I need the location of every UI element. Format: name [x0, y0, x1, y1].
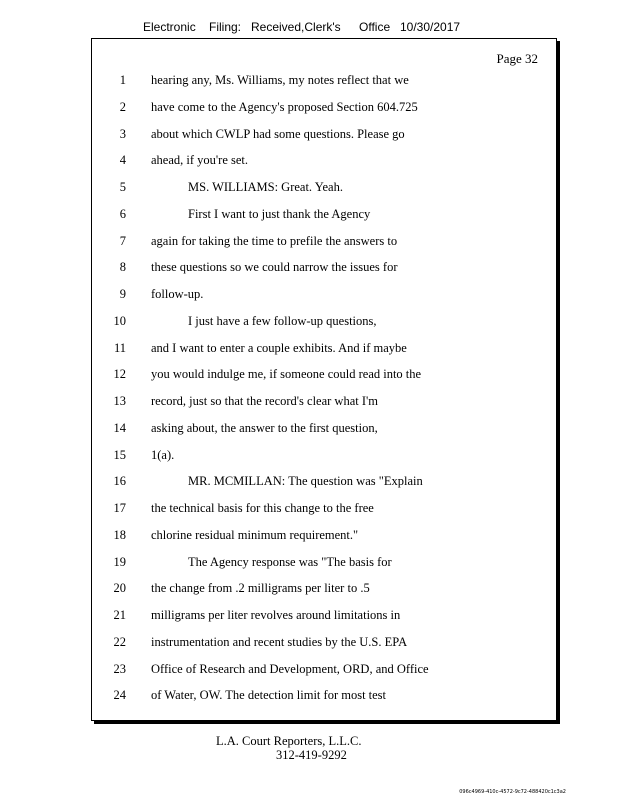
line-number: 7	[119, 233, 126, 248]
line-number: 23	[113, 661, 126, 676]
line-text: I just have a few follow-up questions,	[188, 313, 377, 328]
line-text: have come to the Agency's proposed Section 604.725	[151, 99, 418, 114]
line-number: 14	[113, 420, 126, 435]
transcript-line	[104, 421, 544, 441]
line-text: you would indulge me, if someone could read into the	[151, 367, 422, 382]
line-number: 9	[119, 287, 126, 301]
transcript-line	[104, 635, 544, 655]
line-number: 4	[119, 153, 126, 168]
transcript-line	[104, 581, 544, 601]
transcript-line	[104, 528, 544, 548]
line-text: First I want to just thank the Agency	[188, 206, 371, 221]
line-text: MS. WILLIAMS: Great. Yeah.	[188, 180, 343, 194]
transcript-line	[104, 341, 544, 361]
line-number: 12	[113, 367, 126, 382]
line-text: about which CWLP had some questions. Please go	[151, 126, 405, 141]
page-number: Page 32	[496, 51, 538, 66]
line-number: 3	[119, 126, 126, 141]
line-number: 1	[119, 73, 126, 87]
line-number: 8	[119, 260, 126, 275]
line-text: ahead, if you're set.	[151, 153, 249, 168]
transcript-line	[104, 314, 544, 334]
transcript-line	[104, 100, 544, 120]
line-text: follow-up.	[151, 287, 204, 301]
filing-date: 10/30/2017	[400, 20, 461, 34]
transcript-line	[104, 180, 544, 200]
line-text: again for taking the time to prefile the answers to	[151, 233, 398, 248]
filing-word-received: Received,Clerk's	[251, 20, 341, 34]
line-number: 2	[119, 99, 126, 114]
transcript-line	[104, 367, 544, 387]
transcript-line	[104, 394, 544, 414]
court-reporter-phone: 312-419-9292	[276, 748, 347, 762]
line-number: 21	[113, 608, 126, 622]
line-text: the technical basis for this change to the free	[151, 501, 374, 515]
line-text: chlorine residual minimum requirement."	[151, 527, 359, 542]
filing-word-filing: Filing:	[209, 20, 242, 34]
transcript-line	[104, 127, 544, 147]
line-number: 6	[119, 206, 126, 221]
line-text: these questions so we could narrow the issues for	[151, 260, 398, 275]
transcript-line	[104, 662, 544, 682]
transcript-line	[104, 234, 544, 254]
line-number: 16	[113, 474, 126, 489]
line-text: The Agency response was "The basis for	[188, 554, 392, 569]
line-text: Office of Research and Development, ORD, and Office	[151, 661, 429, 676]
line-text: asking about, the answer to the first question,	[151, 420, 378, 435]
transcript-line	[104, 474, 544, 494]
line-number: 22	[113, 634, 126, 649]
transcript-line	[104, 501, 544, 521]
line-number: 10	[113, 313, 126, 328]
line-text: the change from .2 milligrams per liter to .5	[151, 581, 370, 596]
line-text: of Water, OW. The detection limit for most test	[151, 688, 387, 703]
transcript-line	[104, 608, 544, 628]
transcript-page	[91, 38, 557, 721]
line-text: MR. MCMILLAN: The question was "Explain	[188, 474, 423, 489]
line-text: record, just so that the record's clear what I'm	[151, 394, 378, 408]
transcript-line	[104, 448, 544, 468]
filing-word-office: Office	[359, 20, 391, 34]
line-number: 19	[113, 554, 126, 569]
transcript-line	[104, 73, 544, 93]
line-text: hearing any, Ms. Williams, my notes reflect that we	[151, 73, 409, 87]
court-reporter-name: L.A. Court Reporters, L.L.C.	[216, 734, 362, 748]
filing-word-electronic: Electronic	[143, 20, 196, 34]
transcript-line	[104, 260, 544, 280]
line-text: and I want to enter a couple exhibits. And if maybe	[151, 340, 407, 355]
line-number: 17	[113, 501, 126, 515]
line-number: 20	[113, 581, 126, 596]
line-number: 11	[113, 340, 126, 355]
transcript-line	[104, 153, 544, 173]
line-number: 24	[113, 688, 126, 703]
line-text: 1(a).	[151, 447, 175, 462]
line-number: 5	[119, 180, 126, 194]
transcript-line	[104, 688, 544, 708]
filing-stamp	[143, 20, 460, 34]
document-id: 096c4969-410c-4572-9c72-488420c1c3a2	[459, 789, 566, 795]
line-text: instrumentation and recent studies by the U.S. EPA	[151, 634, 408, 649]
transcript-line	[104, 555, 544, 575]
line-number: 13	[113, 394, 126, 408]
line-text: milligrams per liter revolves around limitations in	[151, 608, 401, 622]
transcript-line	[104, 207, 544, 227]
transcript-line	[104, 287, 544, 307]
line-number: 15	[113, 447, 126, 462]
line-number: 18	[113, 527, 126, 542]
